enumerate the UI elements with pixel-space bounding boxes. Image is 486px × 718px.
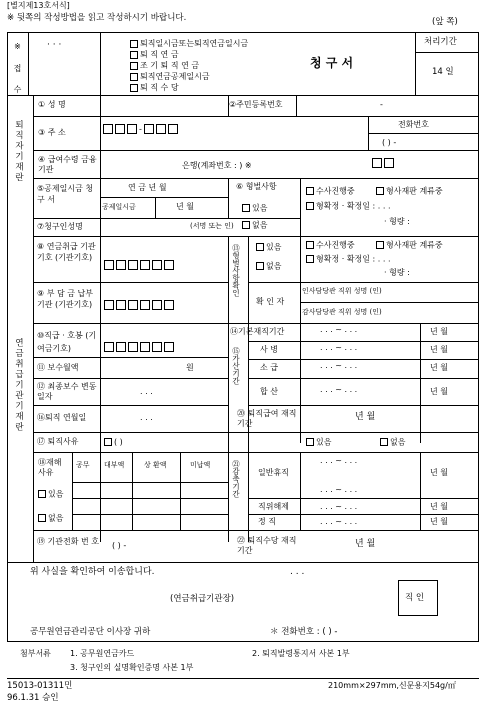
agency-section-label: 연금취급기관기재란	[13, 338, 24, 433]
add-row-soldier: 사 병	[260, 345, 278, 354]
damage-col-loan: 대부액	[104, 461, 125, 469]
name-label: ① 성 명	[38, 100, 66, 109]
confirm-date[interactable]: . . .	[290, 567, 305, 577]
crim-opt-confirmed[interactable]: 형확정 · 확정일 : . . .	[306, 202, 391, 211]
footer-tel[interactable]: ＊ 전화번호 : ( ) -	[270, 627, 338, 637]
damage-label: ⑱재해 사유	[38, 458, 62, 477]
process-period-label: 처리기간	[424, 37, 457, 47]
add-row-sum-value[interactable]: . . . ~ . . .	[320, 385, 358, 394]
receipt-no-value: · · ·	[47, 40, 62, 50]
retire-date-value[interactable]: . . .	[140, 413, 153, 422]
recipient: 공무원연금관리공단 이사장 귀하	[30, 627, 151, 637]
add-row-sum: 합 산	[260, 387, 278, 396]
pension-claim-label: ⑤공제일시금 청 구 서	[37, 184, 94, 204]
allowance-period-value[interactable]: 년 월	[355, 539, 376, 549]
claimant-name-label: ⑦청구인성명	[37, 222, 83, 231]
agency-crim-sentence[interactable]: · 형량 :	[384, 268, 410, 277]
account-code-boxes[interactable]	[372, 158, 396, 168]
agency-crim-investigating[interactable]: 수사진행중	[306, 241, 355, 250]
criminal-no[interactable]: 없음	[242, 221, 267, 230]
official-seal-label: 직 인	[405, 593, 425, 603]
reduce-leave-value[interactable]: . . . ~ . . .	[320, 456, 358, 465]
agency-phone-value[interactable]: ( ) -	[112, 541, 127, 550]
pay-change-value[interactable]: . . .	[140, 387, 153, 396]
receipt-no-label: ※ 접 수	[13, 42, 22, 95]
retire-period-value[interactable]: 년 월	[355, 412, 376, 422]
agency-phone-label: ⑲ 기관전화 번 호	[37, 537, 99, 546]
reduce-period-label: ㉑감축기간	[231, 460, 241, 498]
pension-row2-value[interactable]: 년 월	[176, 202, 194, 211]
agency-crim-no[interactable]: 없음	[256, 262, 281, 271]
agency-crim-yes[interactable]: 있음	[256, 243, 281, 252]
reason-label: ⑰ 퇴직사유	[37, 437, 79, 446]
page-side: (앞 쪽)	[432, 17, 458, 27]
claim-type-checkbox[interactable]	[130, 73, 138, 81]
claim-type-item[interactable]: 조 기 퇴 직 연 금	[130, 60, 248, 71]
add-row-soldier-unit: 년 월	[430, 345, 448, 354]
agency-crim-confirmed[interactable]: 형확정 · 확정일 : . . .	[306, 255, 391, 264]
crim-opt-trial[interactable]: 형사재판 계류중	[376, 187, 443, 196]
claim-type-checkbox[interactable]	[130, 62, 138, 70]
org-head: (연금취급기관장)	[170, 594, 235, 604]
reduce-row-leave: 일반휴직	[258, 468, 289, 477]
add-row-retro-value[interactable]: . . . ~ . . .	[320, 361, 358, 370]
retire-date-label: ⑯퇴직 연월일	[37, 413, 87, 422]
retire-period-label: ⑳ 퇴직급여 재직기간	[237, 409, 297, 428]
add-period-label: ⑮가산기간	[231, 347, 241, 385]
disability-no[interactable]: 없음	[380, 438, 405, 447]
account-value[interactable]: 은행(계좌번호 : ) ※	[182, 161, 252, 170]
claim-type-checkbox[interactable]	[130, 40, 138, 48]
retiree-section-label: 퇴직자기재란	[13, 120, 24, 183]
paper-spec: 210mm×297mm,신문용지54g/㎡	[328, 681, 456, 690]
org-code-label: ⑧ 연금취급 기관기호 (기관기호)	[37, 242, 96, 262]
criminal-yes[interactable]: 있음	[242, 204, 267, 213]
account-label: ④ 급여수령 금융기관	[38, 155, 97, 174]
add-row-sum-unit: 년 월	[430, 387, 448, 396]
damage-yes[interactable]: 있음	[38, 490, 63, 499]
damage-col-official: 공무	[76, 461, 90, 469]
base-period-value[interactable]: . . . ~ . . .	[320, 325, 358, 334]
form-number: [별지제13호서식]	[7, 1, 70, 10]
rrn-value[interactable]: -	[380, 100, 383, 109]
confirm-text: 위 사실을 확인하여 이송합니다.	[30, 567, 155, 577]
criminal-label: ⑥ 형벌사항	[236, 182, 277, 191]
reduce-row-position: 직위해제	[258, 502, 289, 511]
address-label: ③ 주 소	[38, 128, 66, 137]
claim-type-item[interactable]: 퇴직연금공제일시금	[130, 71, 248, 82]
postal-code-boxes[interactable]: -	[103, 124, 180, 134]
disability-yes[interactable]: 있음	[306, 438, 331, 447]
add-row-soldier-value[interactable]: . . . ~ . . .	[320, 343, 358, 352]
reason-value[interactable]: ( )	[104, 438, 123, 447]
base-period-label: ⑭기본재직기간	[230, 327, 285, 336]
confirmer-label: 확 인 자	[256, 297, 285, 306]
attach-3: 3. 청구인의 실명확인증명 사본 1부	[70, 663, 194, 672]
damage-col-repay: 상 환액	[144, 461, 167, 469]
claim-type-item[interactable]: 퇴 직 연 금	[130, 49, 248, 60]
claim-type-item[interactable]: 퇴 직 수 당	[130, 82, 248, 93]
phone-label: 전화번호	[398, 120, 429, 129]
pay-change-label: ⑫ 최종보수 변동일자	[37, 382, 97, 401]
attach-2: 2. 퇴직발령통지서 사본 1부	[252, 649, 350, 658]
reduce-leave-value-2[interactable]: . . . ~ . . .	[320, 485, 358, 494]
attach-label: 첨부서류	[20, 649, 51, 658]
reduce-leave-unit: 년 월	[430, 468, 448, 477]
rrn-label: ②주민등록번호	[229, 100, 283, 109]
base-period-unit: 년 월	[430, 327, 448, 336]
form-title: 청 구 서	[310, 56, 354, 70]
pay-org-boxes[interactable]	[104, 300, 176, 310]
damage-col-unpaid: 미납액	[190, 461, 211, 469]
confirmer-personnel[interactable]: 인사담당관 직위 성명 (인)	[302, 287, 382, 295]
agency-crim-trial[interactable]: 형사재판 계류중	[376, 241, 443, 250]
claim-type-checkbox[interactable]	[130, 51, 138, 59]
crim-opt-investigating[interactable]: 수사진행중	[306, 187, 355, 196]
process-period-value: 14 일	[432, 67, 454, 77]
add-row-retro-unit: 년 월	[430, 363, 448, 372]
allowance-period-label: ㉒ 퇴직수당 재직기간	[237, 536, 297, 555]
reduce-row-suspension: 정 직	[258, 517, 276, 526]
form-code: 15013-01311민	[7, 681, 73, 691]
claim-type-checkbox[interactable]	[130, 84, 138, 92]
rank-label: ⑩직급 · 호봉 (기여금기호)	[37, 331, 97, 353]
add-row-retro: 소 급	[260, 363, 278, 372]
damage-no[interactable]: 없음	[38, 514, 63, 523]
reduce-suspension-value[interactable]: . . . ~ . . .	[320, 517, 358, 526]
reduce-position-value[interactable]: . . . ~ . . .	[320, 502, 358, 511]
rank-boxes[interactable]	[104, 342, 176, 352]
claim-type-item[interactable]: 퇴직일시금또는퇴직연금일시금	[130, 38, 248, 49]
confirmer-audit[interactable]: 감사담당관 직위 성명 (인)	[302, 308, 382, 316]
crim-opt-sentence[interactable]: · 형량 :	[384, 217, 410, 226]
name-field[interactable]	[102, 97, 226, 114]
form-instruction: ※ 뒷쪽의 작성방법을 읽고 작성하시기 바랍니다.	[7, 13, 187, 23]
claimant-signature[interactable]: (서명 또는 인)	[190, 222, 234, 230]
attach-1: 1. 공무원연금카드	[70, 649, 135, 658]
pension-row2-label: 공제일시금	[102, 203, 136, 211]
crim-check-label: ⑬형벌사항확인	[231, 244, 241, 297]
phone-value[interactable]: ( ) -	[382, 138, 397, 147]
pension-row1[interactable]: 연 금 년 월	[128, 183, 167, 192]
monthly-pay-unit: 원	[186, 363, 194, 372]
reduce-position-unit: 년 월	[430, 502, 448, 511]
pay-org-label: ⑨ 부 담 금 납부기관 (기관기호)	[37, 289, 93, 309]
approval-date: 96.1.31 승인	[7, 693, 59, 703]
monthly-pay-label: ⑪ 보수월액	[37, 363, 79, 372]
org-code-boxes[interactable]	[104, 260, 176, 270]
reduce-suspension-unit: 년 월	[430, 517, 448, 526]
claim-type-list	[130, 38, 248, 93]
